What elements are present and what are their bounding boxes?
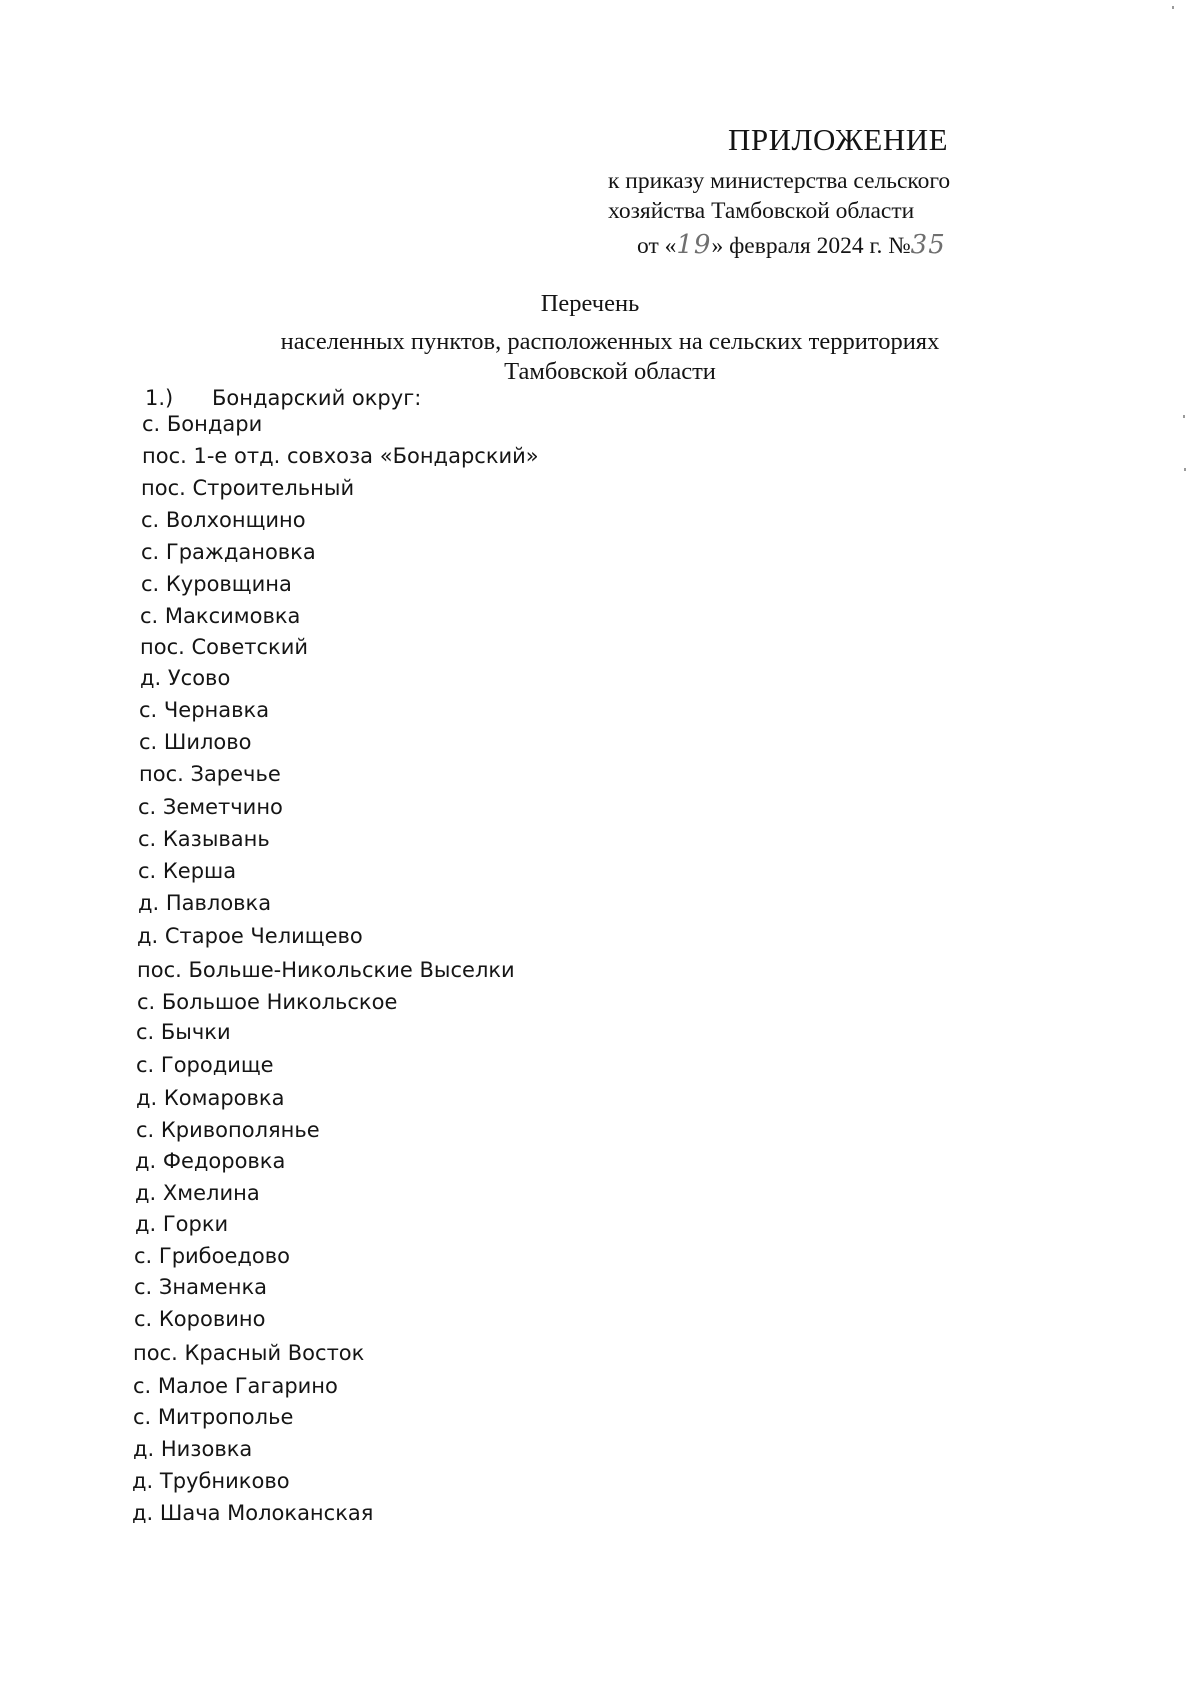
settlement-item: с. Грибоедово bbox=[134, 1244, 290, 1268]
date-prefix: от « bbox=[637, 233, 677, 259]
settlement-item: с. Максимовка bbox=[140, 604, 301, 628]
settlement-item: с. Митрополье bbox=[133, 1405, 294, 1429]
settlement-item: пос. Больше-Никольские Выселки bbox=[137, 958, 515, 982]
section-name: Бондарский округ: bbox=[212, 386, 422, 410]
settlement-item: д. Шача Молоканская bbox=[132, 1501, 374, 1525]
settlement-item: д. Горки bbox=[135, 1212, 229, 1236]
settlement-item: с. Керша bbox=[138, 859, 237, 883]
settlement-item: д. Старое Челищево bbox=[137, 924, 363, 948]
settlement-item: д. Хмелина bbox=[135, 1181, 260, 1205]
section-number: 1.) bbox=[145, 386, 174, 410]
settlement-item: пос. Советский bbox=[140, 635, 309, 659]
settlement-item: с. Коровино bbox=[134, 1307, 266, 1331]
settlement-item: с. Городище bbox=[136, 1053, 274, 1077]
settlement-item: пос. Заречье bbox=[139, 762, 281, 786]
scan-speck bbox=[1184, 468, 1186, 471]
settlement-item: с. Граждановка bbox=[141, 540, 316, 564]
appendix-date-line bbox=[637, 230, 946, 260]
handwritten-order-number: 35 bbox=[910, 230, 946, 260]
date-middle: » февраля 2024 г. № bbox=[711, 233, 911, 259]
document-title-line-3: Тамбовской области bbox=[504, 358, 716, 385]
settlement-item: д. Комаровка bbox=[136, 1086, 285, 1110]
settlement-item: с. Малое Гагарино bbox=[133, 1374, 338, 1398]
settlement-item: с. Кривополянье bbox=[136, 1118, 320, 1142]
settlement-item: с. Шилово bbox=[139, 730, 252, 754]
document-title-line-2: населенных пунктов, расположенных на сельских территориях bbox=[280, 328, 940, 355]
settlement-item: пос. Строительный bbox=[141, 476, 355, 500]
settlement-item: с. Казывань bbox=[138, 827, 270, 851]
appendix-line-2: хозяйства Тамбовской области bbox=[608, 198, 915, 224]
settlement-item: д. Павловка bbox=[138, 891, 272, 915]
settlement-item: д. Усово bbox=[140, 666, 231, 690]
settlement-item: с. Знаменка bbox=[134, 1275, 268, 1299]
settlement-item: с. Бондари bbox=[142, 412, 263, 436]
settlement-item: с. Чернавка bbox=[139, 698, 270, 722]
scan-speck bbox=[1172, 6, 1174, 9]
settlement-item: д. Федоровка bbox=[135, 1149, 286, 1173]
settlement-item: с. Куровщина bbox=[141, 572, 292, 596]
handwritten-day: 19 bbox=[676, 230, 712, 260]
settlement-item: с. Земетчино bbox=[138, 795, 283, 819]
document-title-line-1: Перечень bbox=[540, 290, 640, 317]
settlement-item: д. Трубниково bbox=[132, 1469, 290, 1493]
settlement-item: д. Низовка bbox=[133, 1437, 253, 1461]
appendix-line-1: к приказу министерства сельского bbox=[608, 168, 951, 194]
settlement-item: пос. Красный Восток bbox=[133, 1341, 365, 1365]
settlement-item: пос. 1-е отд. совхоза «Бондарский» bbox=[142, 444, 539, 468]
scan-speck bbox=[1183, 415, 1185, 418]
appendix-title: ПРИЛОЖЕНИЕ bbox=[728, 122, 949, 157]
settlement-item: с. Бычки bbox=[136, 1020, 231, 1044]
settlement-item: с. Большое Никольское bbox=[137, 990, 398, 1014]
settlement-item: с. Волхонщино bbox=[141, 508, 306, 532]
section-heading bbox=[145, 386, 421, 410]
